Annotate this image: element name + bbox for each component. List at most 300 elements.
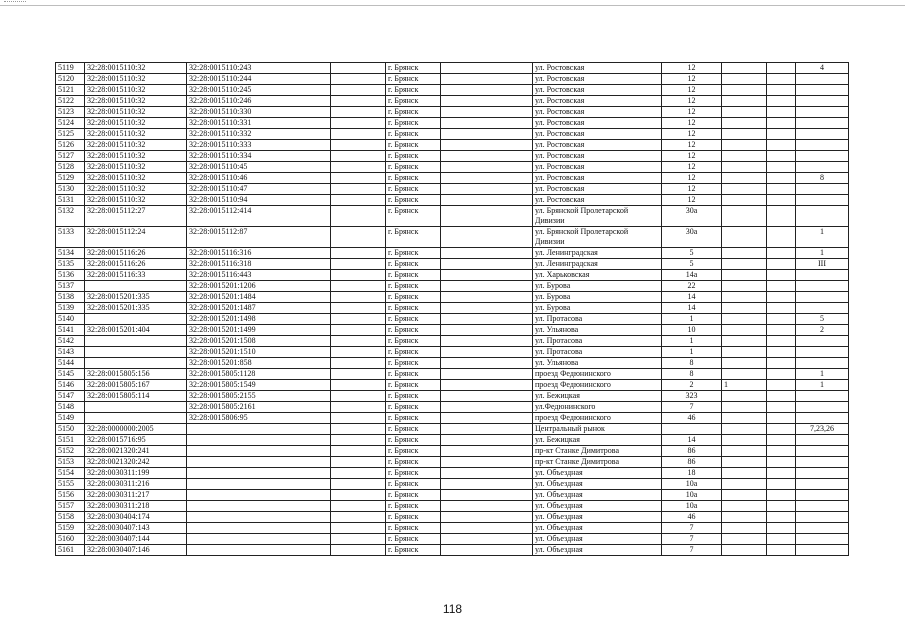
cell-street: проезд Федюнинского [533,369,662,380]
cell-blank-col-2 [441,292,533,303]
cell-row-number: 5141 [56,325,85,336]
cell-street: ул. Ростовская [533,63,662,74]
table-row [56,63,849,74]
cell-blank-col-2 [441,369,533,380]
cell-blank-col-2 [441,248,533,259]
cell-unit-numbers: 7,23,26 [796,424,849,435]
cell-house-number: 1 [662,347,722,358]
cell-cadastral-block: 32:28:0015201:404 [85,325,187,336]
cell-unit-numbers [796,74,849,85]
cell-blank-col [331,325,386,336]
cell-flat [722,195,767,206]
cell-house-number: 30а [662,206,722,227]
cell-row-number: 5119 [56,63,85,74]
cell-house-number: 14а [662,270,722,281]
cell-unit-numbers [796,151,849,162]
table-row [56,424,849,435]
cell-flat [722,173,767,184]
cell-extra [767,303,796,314]
cell-house-number: 14 [662,292,722,303]
cell-blank-col [331,512,386,523]
table-row [56,369,849,380]
cell-blank-col [331,534,386,545]
cell-house-number: 12 [662,184,722,195]
cell-unit-numbers [796,270,849,281]
cell-city: г. Брянск [386,270,441,281]
table-row [56,151,849,162]
cell-blank-col [331,206,386,227]
cell-unit-numbers [796,468,849,479]
cell-flat [722,162,767,173]
cell-blank-col [331,270,386,281]
cell-house-number: 12 [662,140,722,151]
cell-street: ул. Ростовская [533,129,662,140]
cell-unit-numbers [796,206,849,227]
cell-street: ул.Федюнинского [533,402,662,413]
cell-city: г. Брянск [386,129,441,140]
cell-city: г. Брянск [386,501,441,512]
cell-house-number: 8 [662,369,722,380]
cell-flat [722,347,767,358]
cell-cadastral-number: 32:28:0015110:332 [187,129,331,140]
cell-blank-col [331,501,386,512]
cell-cadastral-block: 32:28:0015805:156 [85,369,187,380]
cell-blank-col [331,140,386,151]
cell-cadastral-block: 32:28:0030407:146 [85,545,187,556]
cell-extra [767,96,796,107]
cell-cadastral-block: 32:28:0015110:32 [85,173,187,184]
cell-extra [767,270,796,281]
cell-unit-numbers [796,292,849,303]
cell-city: г. Брянск [386,140,441,151]
table-row [56,468,849,479]
cell-flat [722,270,767,281]
cell-extra [767,369,796,380]
cell-extra [767,74,796,85]
cell-cadastral-block: 32:28:0015110:32 [85,118,187,129]
cell-flat [722,446,767,457]
cell-flat [722,479,767,490]
cell-city: г. Брянск [386,523,441,534]
cell-row-number: 5156 [56,490,85,501]
cell-blank-col [331,369,386,380]
cell-city: г. Брянск [386,534,441,545]
cell-street: ул. Ленинградская [533,248,662,259]
cell-flat [722,358,767,369]
table-row [56,96,849,107]
cell-flat [722,281,767,292]
cell-blank-col [331,358,386,369]
cell-unit-numbers [796,501,849,512]
cell-blank-col-2 [441,413,533,424]
cell-extra [767,402,796,413]
cell-house-number: 5 [662,259,722,270]
cell-row-number: 5153 [56,457,85,468]
table-row [56,292,849,303]
cell-row-number: 5132 [56,206,85,227]
cell-blank-col [331,545,386,556]
cell-house-number: 86 [662,446,722,457]
cell-street: ул. Ульянова [533,358,662,369]
cell-city: г. Брянск [386,292,441,303]
cell-unit-numbers: III [796,259,849,270]
table-row [56,336,849,347]
cell-flat [722,545,767,556]
cell-cadastral-number: 32:28:0015806:95 [187,413,331,424]
cell-city: г. Брянск [386,424,441,435]
cell-blank-col-2 [441,74,533,85]
cell-unit-numbers [796,281,849,292]
cell-house-number: 7 [662,402,722,413]
table-row [56,523,849,534]
cell-unit-numbers: 1 [796,248,849,259]
cell-row-number: 5134 [56,248,85,259]
cell-blank-col-2 [441,195,533,206]
cell-flat [722,85,767,96]
table-row [56,303,849,314]
cell-city: г. Брянск [386,227,441,248]
cell-street: ул. Объездная [533,490,662,501]
cell-row-number: 5125 [56,129,85,140]
cell-extra [767,151,796,162]
cell-cadastral-number [187,457,331,468]
cell-blank-col-2 [441,259,533,270]
cell-city: г. Брянск [386,457,441,468]
cell-city: г. Брянск [386,206,441,227]
cell-row-number: 5126 [56,140,85,151]
cell-house-number: 86 [662,457,722,468]
table-row [56,358,849,369]
cell-blank-col [331,424,386,435]
cell-house-number: 10а [662,501,722,512]
cell-blank-col [331,402,386,413]
table-row [56,501,849,512]
cell-cadastral-number: 32:28:0015201:1510 [187,347,331,358]
cell-blank-col-2 [441,129,533,140]
cell-extra [767,457,796,468]
cell-city: г. Брянск [386,402,441,413]
cell-blank-col [331,457,386,468]
cell-flat [722,534,767,545]
cell-city: г. Брянск [386,380,441,391]
cell-cadastral-block: 32:28:0021320:242 [85,457,187,468]
cell-unit-numbers: 1 [796,369,849,380]
cell-cadastral-block: 32:28:0030311:218 [85,501,187,512]
cell-flat [722,140,767,151]
table-row [56,118,849,129]
cell-city: г. Брянск [386,336,441,347]
cell-extra [767,534,796,545]
cell-unit-numbers [796,523,849,534]
cell-street: ул. Объездная [533,523,662,534]
cell-row-number: 5135 [56,259,85,270]
cell-city: г. Брянск [386,446,441,457]
cell-cadastral-number: 32:28:0015110:45 [187,162,331,173]
cell-blank-col [331,248,386,259]
cell-cadastral-number: 32:28:0015110:243 [187,63,331,74]
cell-blank-col-2 [441,457,533,468]
cell-house-number: 7 [662,545,722,556]
cell-unit-numbers [796,391,849,402]
cell-house-number: 1 [662,336,722,347]
cell-blank-col [331,479,386,490]
cell-extra [767,162,796,173]
cell-unit-numbers [796,184,849,195]
cell-flat [722,402,767,413]
cell-cadastral-number: 32:28:0015110:94 [187,195,331,206]
cell-blank-col [331,347,386,358]
cell-flat [722,259,767,270]
cell-row-number: 5138 [56,292,85,303]
cell-cadastral-number [187,435,331,446]
cell-unit-numbers [796,118,849,129]
cell-cadastral-number: 32:28:0015110:334 [187,151,331,162]
cell-extra [767,227,796,248]
cell-unit-numbers [796,435,849,446]
cell-row-number: 5121 [56,85,85,96]
cell-extra [767,501,796,512]
cell-blank-col [331,195,386,206]
cell-blank-col-2 [441,281,533,292]
cell-extra [767,413,796,424]
cell-flat [722,303,767,314]
cell-blank-col-2 [441,314,533,325]
cell-blank-col-2 [441,107,533,118]
cell-flat [722,468,767,479]
cell-extra [767,259,796,270]
cell-extra [767,140,796,151]
table-row [56,270,849,281]
cell-row-number: 5145 [56,369,85,380]
cell-blank-col-2 [441,184,533,195]
cell-cadastral-number: 32:28:0015112:87 [187,227,331,248]
cell-cadastral-block: 32:28:0015110:32 [85,96,187,107]
cell-unit-numbers [796,85,849,96]
table-row [56,248,849,259]
table-row [56,162,849,173]
cell-unit-numbers [796,140,849,151]
cell-city: г. Брянск [386,162,441,173]
cell-house-number: 8 [662,358,722,369]
cell-city: г. Брянск [386,248,441,259]
cell-unit-numbers [796,162,849,173]
cell-extra [767,545,796,556]
cell-unit-numbers [796,413,849,424]
cell-unit-numbers [796,479,849,490]
cell-extra [767,85,796,96]
cell-cadastral-block [85,314,187,325]
cell-city: г. Брянск [386,85,441,96]
cell-blank-col-2 [441,325,533,336]
cell-row-number: 5155 [56,479,85,490]
cell-street: ул. Ростовская [533,151,662,162]
cell-cadastral-number: 32:28:0015805:1128 [187,369,331,380]
cell-street: ул. Ленинградская [533,259,662,270]
cell-cadastral-block: 32:28:0015110:32 [85,184,187,195]
cell-flat [722,391,767,402]
cell-street: ул. Ростовская [533,96,662,107]
cell-cadastral-block [85,347,187,358]
cell-blank-col-2 [441,227,533,248]
table-row [56,173,849,184]
cell-city: г. Брянск [386,195,441,206]
cell-unit-numbers [796,129,849,140]
cell-cadastral-block: 32:28:0015716:95 [85,435,187,446]
cell-flat [722,501,767,512]
cell-extra [767,468,796,479]
table-row [56,479,849,490]
cell-house-number: 12 [662,74,722,85]
cell-cadastral-number: 32:28:0015805:2161 [187,402,331,413]
cell-row-number: 5148 [56,402,85,413]
cell-house-number: 7 [662,523,722,534]
table-row [56,435,849,446]
table-row [56,140,849,151]
table-row [56,259,849,270]
cell-cadastral-block: 32:28:0015110:32 [85,85,187,96]
cell-blank-col [331,336,386,347]
cell-blank-col [331,74,386,85]
cell-cadastral-number: 32:28:0015201:1498 [187,314,331,325]
cell-blank-col-2 [441,534,533,545]
cell-blank-col [331,63,386,74]
cell-cadastral-number [187,446,331,457]
cell-flat [722,74,767,85]
cell-house-number: 2 [662,380,722,391]
cell-row-number: 5150 [56,424,85,435]
cell-street: ул. Протасова [533,347,662,358]
table-row [56,184,849,195]
cell-extra [767,479,796,490]
cell-house-number: 12 [662,173,722,184]
cell-blank-col [331,391,386,402]
cell-blank-col-2 [441,63,533,74]
cell-cadastral-block: 32:28:0015112:24 [85,227,187,248]
cell-flat [722,413,767,424]
cell-street: ул. Бурова [533,281,662,292]
cell-blank-col-2 [441,206,533,227]
scan-corner-mark [4,1,26,5]
cell-unit-numbers: 1 [796,227,849,248]
cell-blank-col [331,173,386,184]
cell-street: ул. Объездная [533,534,662,545]
cell-city: г. Брянск [386,259,441,270]
cell-blank-col-2 [441,501,533,512]
cell-cadastral-block: 32:28:0015116:26 [85,259,187,270]
cell-city: г. Брянск [386,107,441,118]
cell-blank-col [331,314,386,325]
cell-row-number: 5157 [56,501,85,512]
cell-cadastral-block: 32:28:0030311:217 [85,490,187,501]
cell-blank-col-2 [441,424,533,435]
cell-street: ул. Объездная [533,468,662,479]
cell-city: г. Брянск [386,347,441,358]
table-row [56,457,849,468]
cell-row-number: 5140 [56,314,85,325]
cell-street: ул. Харьковская [533,270,662,281]
table-row [56,490,849,501]
cell-street: пр-кт Станке Димитрова [533,446,662,457]
cell-unit-numbers: 1 [796,380,849,391]
cell-row-number: 5128 [56,162,85,173]
cell-row-number: 5161 [56,545,85,556]
cell-blank-col-2 [441,446,533,457]
cell-street: проезд Федюнинского [533,413,662,424]
cell-cadastral-block [85,402,187,413]
cell-blank-col-2 [441,380,533,391]
cell-flat [722,523,767,534]
cell-city: г. Брянск [386,391,441,402]
cell-blank-col-2 [441,391,533,402]
table-row [56,74,849,85]
scan-top-edge-line [0,5,905,6]
cell-street: ул. Ростовская [533,195,662,206]
table-row [56,347,849,358]
cell-cadastral-number: 32:28:0015116:443 [187,270,331,281]
cell-row-number: 5158 [56,512,85,523]
cell-extra [767,107,796,118]
cell-row-number: 5129 [56,173,85,184]
cell-blank-col [331,281,386,292]
cell-street: ул. Брянской Пролетарской Дивизии [533,227,662,248]
cell-blank-col [331,292,386,303]
cell-cadastral-number: 32:28:0015112:414 [187,206,331,227]
cell-flat [722,184,767,195]
cell-cadastral-block: 32:28:0015116:33 [85,270,187,281]
cell-street: ул. Объездная [533,545,662,556]
cell-street: проезд Федюнинского [533,380,662,391]
cell-extra [767,435,796,446]
cell-row-number: 5136 [56,270,85,281]
cell-cadastral-number: 32:28:0015110:244 [187,74,331,85]
cell-cadastral-block: 32:28:0015805:167 [85,380,187,391]
cell-cadastral-number: 32:28:0015201:1484 [187,292,331,303]
cell-blank-col-2 [441,490,533,501]
cell-row-number: 5149 [56,413,85,424]
cell-extra [767,195,796,206]
cell-street: ул. Объездная [533,501,662,512]
cell-extra [767,523,796,534]
cell-cadastral-number: 32:28:0015805:1549 [187,380,331,391]
cell-row-number: 5142 [56,336,85,347]
cell-cadastral-number: 32:28:0015805:2155 [187,391,331,402]
cell-blank-col-2 [441,270,533,281]
table-row [56,206,849,227]
cell-house-number: 46 [662,512,722,523]
cell-house-number: 30а [662,227,722,248]
cell-extra [767,206,796,227]
cell-city: г. Брянск [386,358,441,369]
table-row [56,534,849,545]
cell-house-number: 46 [662,413,722,424]
cell-city: г. Брянск [386,96,441,107]
cell-unit-numbers [796,446,849,457]
cell-cadastral-block [85,358,187,369]
cell-blank-col [331,523,386,534]
cell-cadastral-block: 32:28:0015110:32 [85,107,187,118]
cell-street: пр-кт Станке Димитрова [533,457,662,468]
cell-street: ул. Объездная [533,512,662,523]
cell-unit-numbers [796,534,849,545]
cell-blank-col-2 [441,435,533,446]
cell-cadastral-block: 32:28:0015110:32 [85,74,187,85]
cell-blank-col [331,227,386,248]
cell-blank-col [331,151,386,162]
cell-cadastral-number [187,512,331,523]
cell-street: Центральный рынок [533,424,662,435]
cell-street: ул. Брянской Пролетарской Дивизии [533,206,662,227]
cell-row-number: 5131 [56,195,85,206]
